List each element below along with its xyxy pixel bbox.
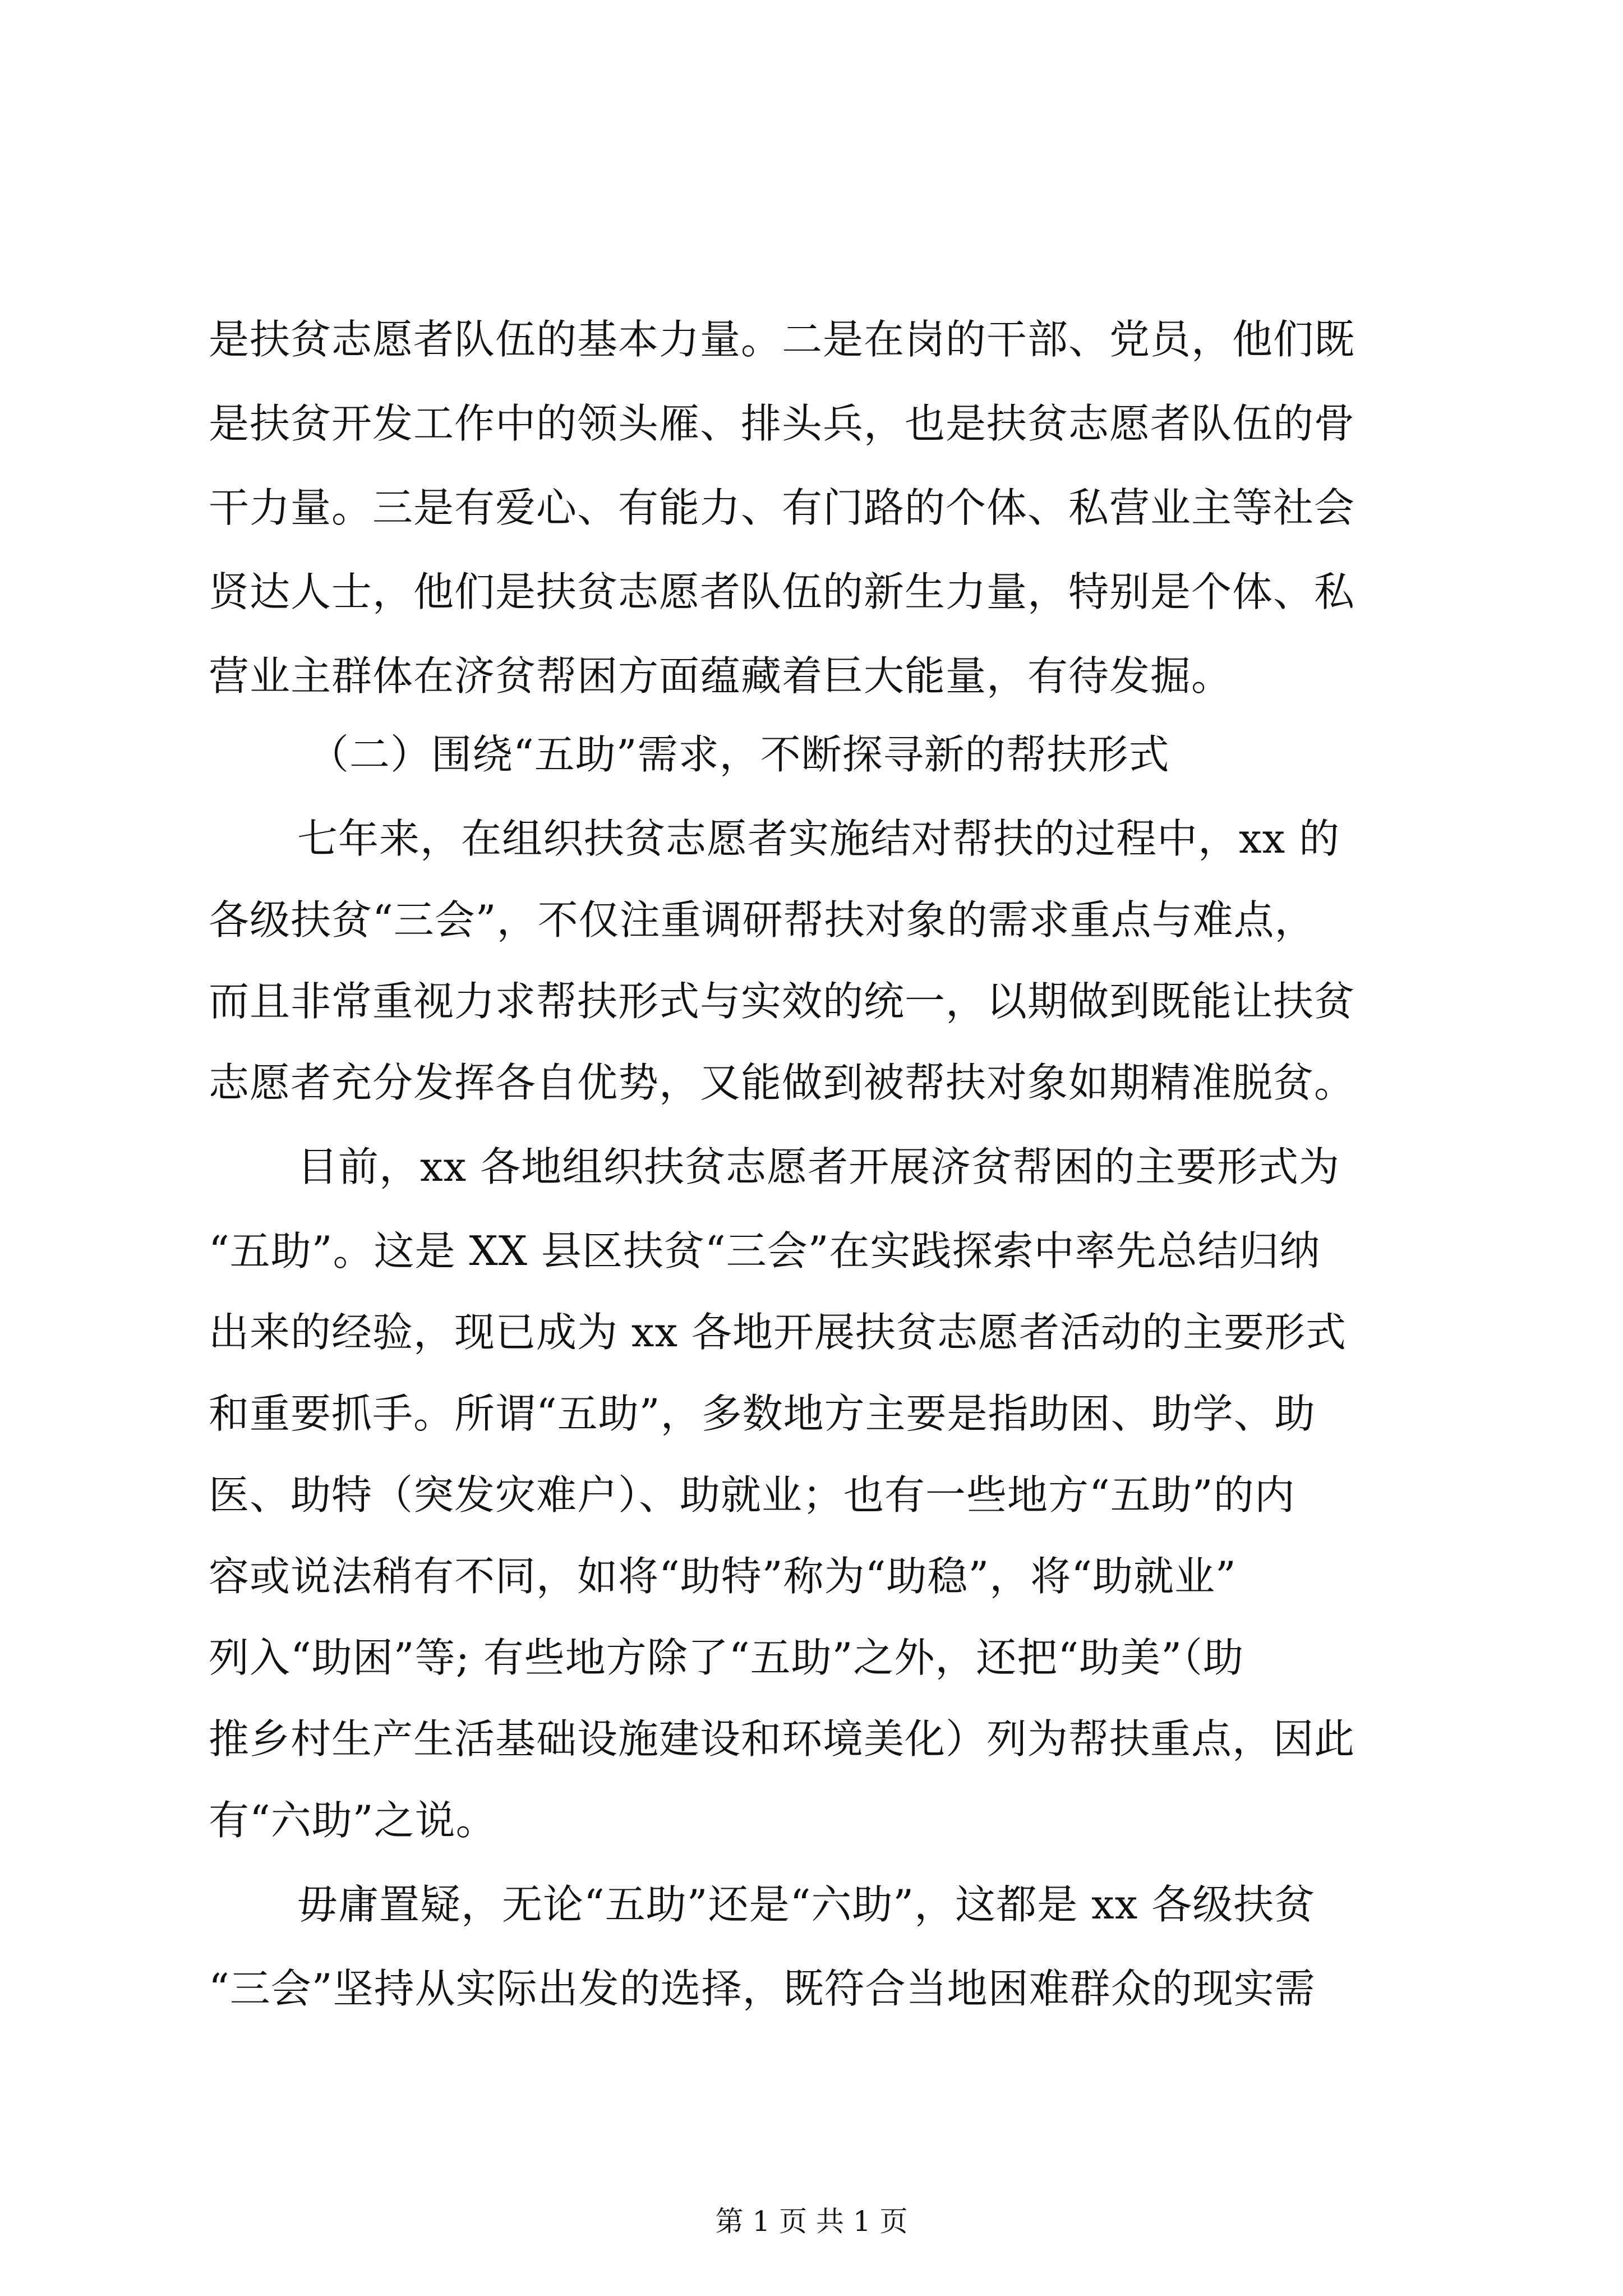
section-heading: （二）围绕“五助”需求，不断探寻新的帮扶形式: [308, 731, 1170, 778]
page-footer: 第 1 页 共 1 页: [715, 2205, 908, 2238]
text-line: 是扶贫志愿者队伍的基本力量。二是在岗的干部、党员，他们既: [209, 316, 1355, 363]
text-line: 和重要抓手。所谓“五助”，多数地方主要是指助困、助学、助: [209, 1390, 1316, 1437]
text-line: 志愿者充分发挥各自优势，又能做到被帮扶对象如期精准脱贫。: [209, 1059, 1355, 1106]
text-line: 而且非常重视力求帮扶形式与实效的统一，以期做到既能让扶贫: [209, 978, 1355, 1025]
text-line: “三会”坚持从实际出发的选择，既符合当地困难群众的现实需: [209, 1965, 1316, 2012]
text-line: 医、助特（突发灾难户）、助就业；也有一些地方“五助”的内: [209, 1471, 1295, 1519]
text-line: 干力量。三是有爱心、有能力、有门路的个体、私营业主等社会: [209, 484, 1355, 531]
text-line: 毋庸置疑，无论“五助”还是“六助”，这都是 xx 各级扶贫: [297, 1881, 1316, 1928]
text-line: 推乡村生产生活基础设施建设和环境美化）列为帮扶重点，因此: [209, 1715, 1355, 1763]
text-line: 出来的经验，现已成为 xx 各地开展扶贫志愿者活动的主要形式: [209, 1309, 1347, 1356]
text-line: 各级扶贫“三会”，不仅注重调研帮扶对象的需求重点与难点，: [209, 896, 1316, 944]
text-line: 有“六助”之说。: [209, 1797, 497, 1844]
text-line: “五助”。这是 XX 县区扶贫“三会”在实践探索中率先总结归纳: [209, 1227, 1321, 1274]
text-line: 是扶贫开发工作中的领头雁、排头兵，也是扶贫志愿者队伍的骨: [209, 400, 1355, 447]
text-line: 列入“助困”等; 有些地方除了“五助”之外，还把“助美”（助: [209, 1634, 1244, 1681]
text-line: 贤达人士，他们是扶贫志愿者队伍的新生力量，特别是个体、私: [209, 568, 1355, 615]
text-line: 营业主群体在济贫帮困方面蕴藏着巨大能量，有待发掘。: [209, 652, 1233, 700]
text-line: 七年来，在组织扶贫志愿者实施结对帮扶的过程中，xx 的: [297, 815, 1340, 862]
text-line: 容或说法稍有不同，如将“助特”称为“助稳”，将“助就业”: [209, 1553, 1237, 1600]
text-line: 目前，xx 各地组织扶贫志愿者开展济贫帮困的主要形式为: [297, 1143, 1340, 1190]
